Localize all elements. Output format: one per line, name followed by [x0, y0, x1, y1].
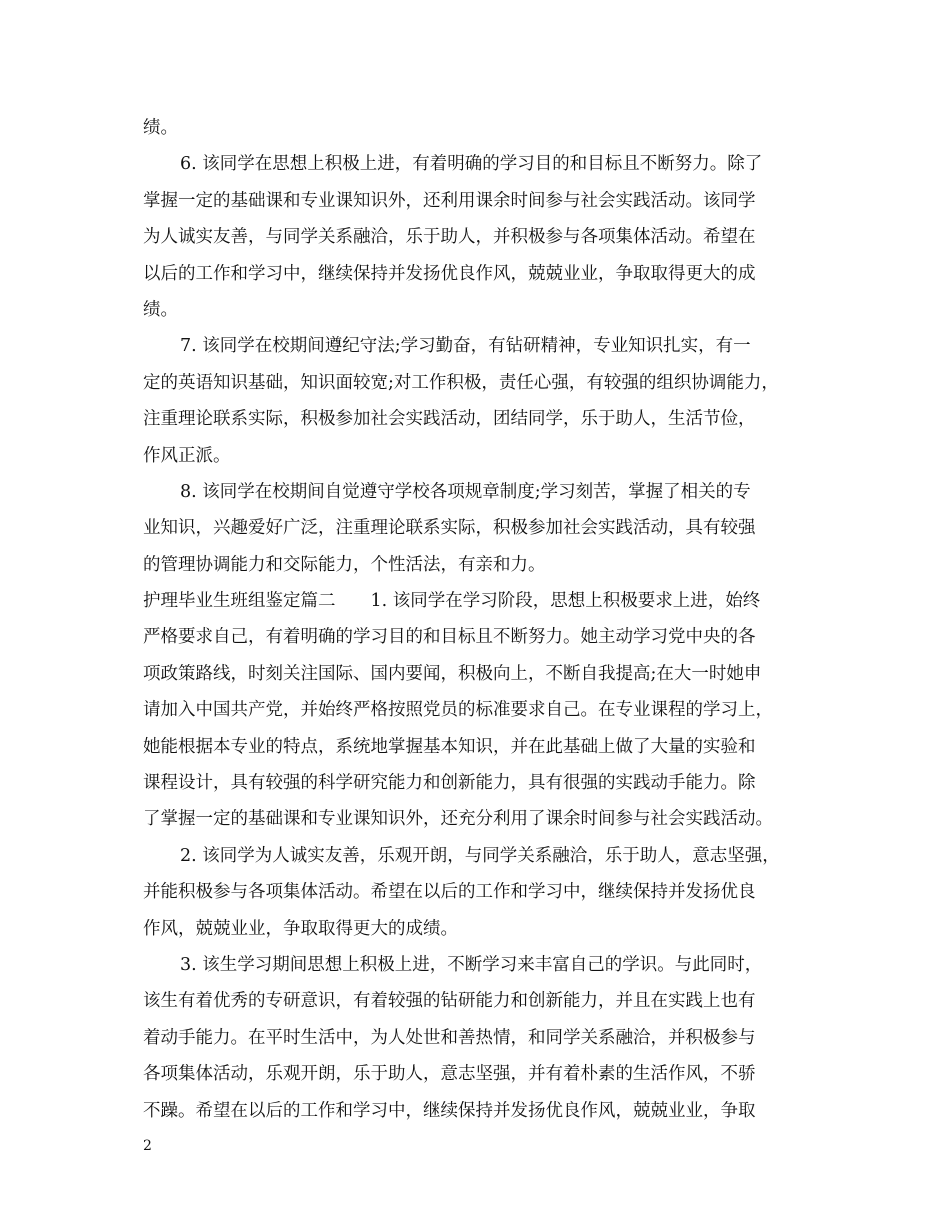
- text-line: 2. 该同学为人诚实友善，乐观开朗，与同学关系融洽，乐于助人，意志坚强，: [180, 845, 780, 866]
- text-line: 6. 该同学在思想上积极上进，有着明确的学习目的和目标且不断努力。除了: [180, 154, 763, 175]
- page-number: 2: [143, 1138, 152, 1154]
- text-line: 了掌握一定的基础课和专业课知识外，还充分利用了课余时间参与社会实践活动。: [143, 809, 773, 830]
- text-line: 掌握一定的基础课和专业课知识外，还利用课余时间参与社会实践活动。该同学: [143, 190, 756, 211]
- text-line: 作风，兢兢业业，争取取得更大的成绩。: [143, 918, 458, 939]
- text-line: 严格要求自己，有着明确的学习目的和目标且不断努力。她主动学习党中央的各: [143, 627, 756, 648]
- text-line: 护理毕业生班组鉴定篇二 1. 该同学在学习阶段，思想上积极要求上进，始终: [143, 591, 761, 612]
- text-line: 她能根据本专业的特点，系统地掌握基本知识，并在此基础上做了大量的实验和: [143, 736, 756, 757]
- text-line: 不躁。希望在以后的工作和学习中，继续保持并发扬优良作风，兢兢业业，争取: [143, 1100, 756, 1121]
- text-line: 项政策路线，时刻关注国际、国内要闻，积极向上，不断自我提高;在大一时她申: [143, 663, 762, 684]
- text-line: 各项集体活动，乐观开朗，乐于助人，意志坚强，并有着朴素的生活作风，不骄: [143, 1064, 756, 1085]
- text-line: 绩。: [143, 118, 178, 138]
- text-line: 3. 该生学习期间思想上积极上进，不断学习来丰富自己的学识。与此同时，: [180, 954, 763, 975]
- text-line: 7. 该同学在校期间遵纪守法;学习勤奋，有钻研精神，专业知识扎实，有一: [180, 336, 751, 357]
- text-line: 业知识，兴趣爱好广泛，注重理论联系实际，积极参加社会实践活动，具有较强: [143, 518, 756, 539]
- text-line: 着动手能力。在平时生活中，为人处世和善热情，和同学关系融洽，并积极参与: [143, 1027, 756, 1048]
- text-line: 的管理协调能力和交际能力，个性活法，有亲和力。: [143, 554, 546, 575]
- text-line: 课程设计，具有较强的科学研究能力和创新能力，具有很强的实践动手能力。除: [143, 773, 756, 794]
- text-line: 为人诚实友善，与同学关系融洽，乐于助人，并积极参与各项集体活动。希望在: [143, 227, 756, 248]
- text-line: 以后的工作和学习中，继续保持并发扬优良作风，兢兢业业，争取取得更大的成: [143, 263, 756, 284]
- text-line: 注重理论联系实际，积极参加社会实践活动，团结同学，乐于助人，生活节俭，: [143, 409, 756, 430]
- text-line: 并能积极参与各项集体活动。希望在以后的工作和学习中，继续保持并发扬优良: [143, 882, 756, 903]
- document-body: [143, 110, 808, 1129]
- text-line: 绩。: [143, 299, 178, 320]
- text-line: 定的英语知识基础，知识面较宽;对工作积极，责任心强，有较强的组织协调能力，: [143, 372, 779, 393]
- text-line: 作风正派。: [143, 445, 231, 466]
- text-line: 请加入中国共产党，并始终严格按照党员的标准要求自己。在专业课程的学习上，: [143, 700, 773, 721]
- text-line: 8. 该同学在校期间自觉遵守学校各项规章制度;学习刻苦，掌握了相关的专: [180, 481, 751, 502]
- text-line: 该生有着优秀的专研意识，有着较强的钻研能力和创新能力，并且在实践上也有: [143, 991, 756, 1012]
